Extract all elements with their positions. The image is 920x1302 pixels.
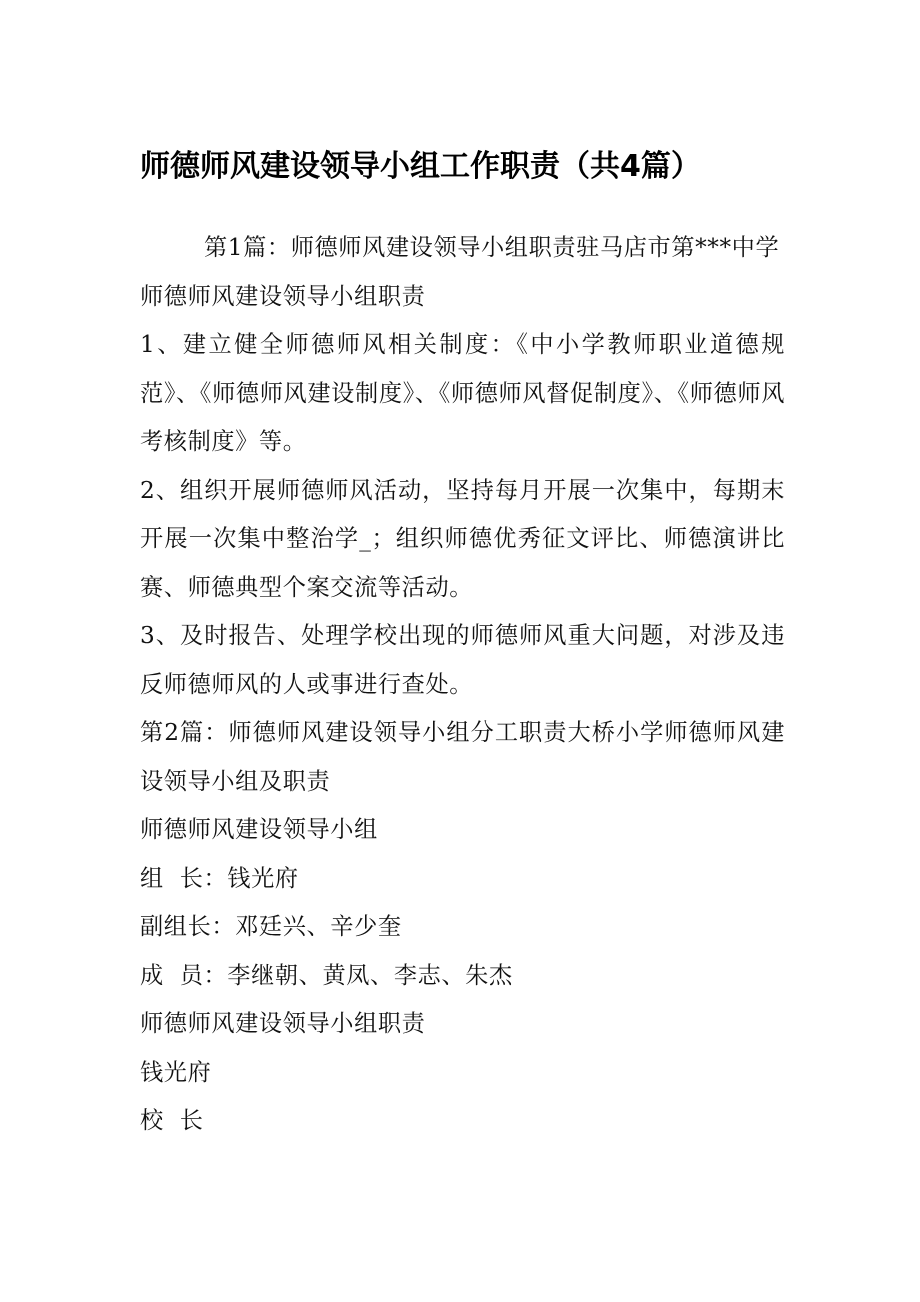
document-body xyxy=(140,224,785,1146)
paragraph-chapter-1-heading: 第1篇：师德师风建设领导小组职责驻马店市第***中学 xyxy=(204,234,780,261)
paragraph-members: 成 员：李继朝、黄凤、李志、朱杰 xyxy=(140,961,513,989)
paragraph-chapter-2-heading: 第2篇：师德师风建设领导小组分工职责大桥小学师德师风建设领导小组及职责 xyxy=(140,719,785,795)
paragraph: 师德师风建设领导小组职责 xyxy=(140,1010,426,1037)
paragraph: 钱光府 xyxy=(140,1058,212,1086)
paragraph: 3、及时报告、处理学校出现的师德师风重大问题，对涉及违反师德师风的人或事进行查处。 xyxy=(140,622,785,698)
paragraph: 师德师风建设领导小组职责 xyxy=(140,282,426,310)
paragraph: 校 长 xyxy=(140,1107,204,1134)
paragraph: 1、建立健全师德师风相关制度：《中小学教师职业道德规范》、《师德师风建设制度》、《师德师风督促制度》、《师德师风考核制度》等。 xyxy=(140,331,785,455)
paragraph-group-leader: 组 长：钱光府 xyxy=(140,864,299,892)
paragraph: 师德师风建设领导小组 xyxy=(140,816,378,843)
document-title: 师德师风建设领导小组工作职责（共4篇） xyxy=(140,149,701,184)
paragraph: 2、组织开展师德师风活动，坚持每月开展一次集中，每期末开展一次集中整治学_；组织师德优秀征文评比、师德演讲比赛、师德典型个案交流等活动。 xyxy=(140,476,785,601)
paragraph-deputy-leader: 副组长：邓廷兴、辛少奎 xyxy=(140,913,402,940)
